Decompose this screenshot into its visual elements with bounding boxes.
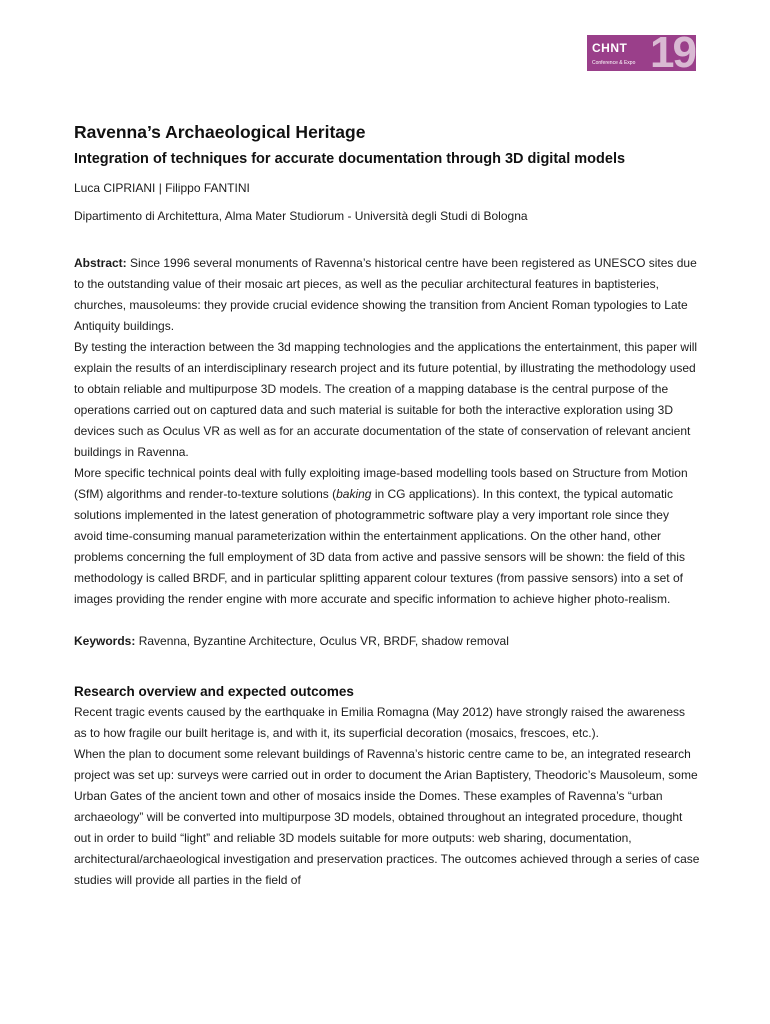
keywords	[74, 631, 700, 652]
section-paragraph-2: When the plan to document some relevant buildings of Ravenna’s historic centre came to be, an integrated research project was set up: surveys were carried out in order to document the Arian Baptistery, Theodoric’s Mausoleum, some Urban Gates of the ancient town and other of mosaics inside the Domes. These examples of Ravenna’s “urban archaeology” will be converted into multipurpose 3D models, obtained throughout an integrated procedure, thought out in order to build “light” and reliable 3D models suitable for more outputs: web sharing, documentation, architectural/archaeological investigation and preservation practices. The outcomes achieved through a series of case studies will provide all parties in the field of	[74, 747, 700, 887]
abstract-emphasis: baking	[336, 487, 372, 501]
keywords-text: Ravenna, Byzantine Architecture, Oculus VR, BRDF, shadow removal	[135, 634, 509, 648]
logo-number: 19	[650, 35, 695, 71]
conference-logo	[587, 35, 696, 71]
abstract-text-3a: More specific technical points deal with fully exploiting image-based modelling tools based on Structure from Motion (SfM) algorithms and render-to-texture solutions (	[74, 466, 688, 501]
abstract-paragraph-3	[74, 463, 700, 610]
keywords-label: Keywords:	[74, 634, 136, 648]
paper-body	[74, 120, 700, 891]
section-paragraph-1: Recent tragic events caused by the earthquake in Emilia Romagna (May 2012) have strongly raised the awareness as to how fragile our built heritage is, and with it, its superficial decoration (mosaics, frescoes, etc.).	[74, 705, 685, 740]
logo-text: CHNT	[592, 41, 628, 55]
paper-subtitle: Integration of techniques for accurate documentation through 3D digital models	[74, 151, 626, 167]
logo-subtitle: Conference & Expo	[592, 60, 636, 66]
abstract	[74, 253, 700, 610]
section-title: Research overview and expected outcomes	[74, 684, 354, 699]
abstract-label: Abstract:	[74, 256, 127, 270]
section-body	[74, 702, 700, 891]
abstract-paragraph-1	[74, 253, 700, 337]
abstract-text-3b: in CG applications). In this context, the typical automatic solutions implemented in the latest generation of photogrammetric software play a very important role since they avoid time-consuming manual parameterization within the entertainment applications. On the other hand, other problems concerning the full employment of 3D data from active and passive sensors will be shown: the field of this methodology is called BRDF, and in particular splitting apparent colour textures (from passive sensors) into a set of images providing the render engine with more accurate and specific information to achieve higher photo-realism.	[74, 487, 685, 606]
authors: Luca CIPRIANI | Filippo FANTINI	[74, 181, 250, 195]
abstract-paragraph-2: By testing the interaction between the 3d mapping technologies and the applications the entertainment, this paper will explain the results of an interdisciplinary research project and its future potential, by illustrating the methodology used to obtain reliable and multipurpose 3D models. The creation of a mapping database is the central purpose of the operations carried out on captured data and such material is suitable for both the interactive exploration using 3D devices such as Oculus VR as well as for an accurate documentation of the state of conservation of relevant ancient buildings in Ravenna.	[74, 340, 698, 459]
abstract-text-1: Since 1996 several monuments of Ravenna’s historical centre have been registered as UNESCO sites due to the outstanding value of their mosaic art pieces, as well as the peculiar architectural features in baptisteries, churches, mausoleums: they provide crucial evidence showing the transition from Ancient Roman typologies to Late Antiquity buildings.	[74, 256, 697, 333]
paper-title: Ravenna’s Archaeological Heritage	[74, 122, 366, 142]
affiliation: Dipartimento di Architettura, Alma Mater Studiorum - Università degli Studi di Bologna	[74, 209, 528, 223]
